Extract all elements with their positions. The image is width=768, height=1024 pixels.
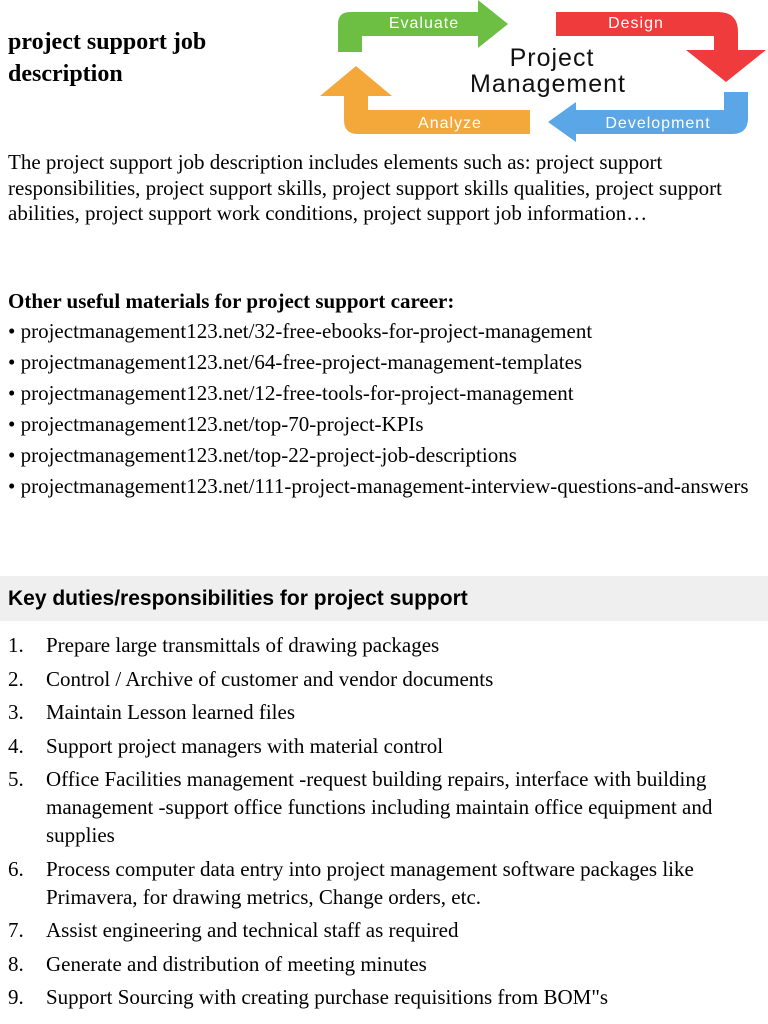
intro-paragraph: The project support job description includes elements such as: project support responsibilities, project support skills, project support skills qualities, project support abilities, project support work conditions, project support job information… — [8, 150, 722, 225]
analyze-label: Analyze — [418, 115, 482, 132]
duty-item — [8, 765, 760, 849]
duty-number: 1. — [8, 633, 24, 657]
evaluate-label: Evaluate — [388, 15, 460, 32]
duty-item — [8, 665, 760, 693]
materials-heading: Other useful materials for project support career: — [8, 289, 455, 313]
duty-text: Office Facilities management -request building repairs, interface with building management -support office functions including maintain office equipment and supplies — [46, 767, 713, 847]
graphic-center-line2: Management — [470, 70, 626, 98]
duty-item — [8, 631, 760, 659]
materials-link[interactable]: • projectmanagement123.net/top-70-project-KPIs — [8, 412, 424, 436]
duty-text: Generate and distribution of meeting minutes — [46, 951, 427, 976]
duty-text: Maintain Lesson learned files — [46, 700, 296, 724]
duty-number: 9. — [8, 985, 24, 1009]
design-label: Design — [608, 15, 664, 32]
duty-number: 3. — [8, 700, 24, 724]
duty-text: Support Sourcing with creating purchase requisitions from BOM"s — [46, 985, 609, 1009]
materials-link-list — [8, 318, 760, 504]
duty-item — [8, 983, 760, 1011]
duty-item — [8, 698, 760, 726]
duty-number: 7. — [8, 918, 24, 942]
materials-link[interactable]: • projectmanagement123.net/12-free-tools-for-project-management — [8, 381, 574, 405]
duty-text: Prepare large transmittals of drawing packages — [46, 633, 440, 657]
project-management-cycle-graphic — [318, 0, 768, 142]
duty-number: 8. — [8, 951, 24, 976]
duty-item — [8, 855, 760, 911]
materials-link[interactable]: • projectmanagement123.net/top-22-project-job-descriptions — [8, 443, 517, 467]
duty-text: Assist engineering and technical staff as required — [46, 918, 459, 942]
duty-number: 2. — [8, 666, 24, 691]
duty-text: Support project managers with material control — [46, 733, 444, 758]
duty-number: 6. — [8, 856, 24, 881]
duty-number: 4. — [8, 733, 24, 758]
materials-link[interactable]: • projectmanagement123.net/32-free-ebooks-for-project-management — [8, 319, 593, 343]
duty-item — [8, 916, 760, 944]
duty-number: 5. — [8, 767, 24, 791]
page-title: project support job description — [8, 29, 207, 87]
duties-list — [8, 631, 760, 1017]
materials-link[interactable]: • projectmanagement123.net/111-project-management-interview-questions-and-answers — [8, 474, 749, 498]
duties-section-header — [0, 576, 768, 621]
graphic-center-line1: Project — [509, 44, 595, 72]
duty-item — [8, 732, 760, 760]
duty-item — [8, 950, 760, 978]
development-label: Development — [605, 115, 711, 132]
duty-text: Control / Archive of customer and vendor documents — [46, 666, 494, 691]
duty-text: Process computer data entry into project management software packages like Primavera, for drawing metrics, Change orders, etc. — [46, 856, 694, 909]
materials-link[interactable]: • projectmanagement123.net/64-free-project-management-templates — [8, 350, 583, 374]
duties-heading: Key duties/responsibilities for project support — [8, 587, 468, 610]
